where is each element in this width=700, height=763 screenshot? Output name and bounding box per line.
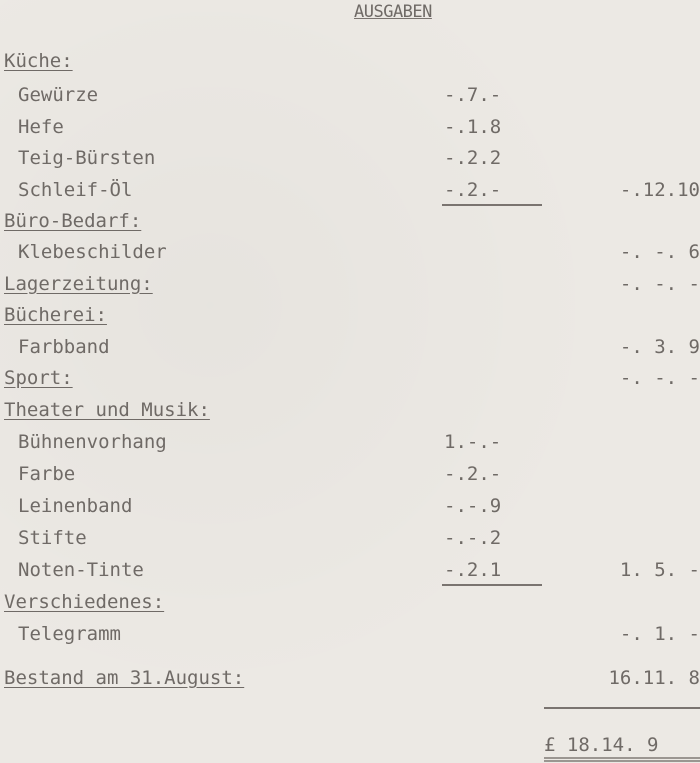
- total-double-underline-1: [544, 757, 700, 759]
- subtotal-verschiedenes: -. 1. -: [619, 623, 700, 645]
- item-gewuerze: Gewürze: [18, 84, 99, 106]
- amount-stifte: -.-.2: [444, 527, 502, 549]
- subtotal-sport: -. -. -: [619, 367, 700, 389]
- page-title: AUSGABEN: [354, 2, 432, 22]
- bestand-amount: 16.11. 8: [608, 667, 700, 689]
- item-stifte: Stifte: [18, 527, 87, 549]
- category-kueche: Küche:: [4, 50, 73, 72]
- item-farbe: Farbe: [18, 463, 76, 485]
- item-teig-buersten: Teig-Bürsten: [18, 147, 156, 169]
- item-schleif-oel: Schleif-Öl: [18, 179, 133, 201]
- amount-noten-tinte: -.2.1: [444, 559, 502, 581]
- subtotal-buero-bedarf: -. -. 6: [619, 241, 700, 263]
- item-buehnenvorhang: Bühnenvorhang: [18, 431, 167, 453]
- bestand-label: Bestand am 31.August:: [4, 667, 245, 689]
- amount-gewuerze: -.7.-: [444, 84, 502, 106]
- amount-leinenband: -.-.9: [444, 495, 502, 517]
- category-lagerzeitung: Lagerzeitung:: [4, 273, 153, 295]
- subtotal-kueche: -.12.10: [619, 179, 700, 201]
- subtotal-rule-kueche: [442, 204, 542, 206]
- item-leinenband: Leinenband: [18, 495, 133, 517]
- amount-buehnenvorhang: 1.-.-: [444, 431, 502, 453]
- category-buecherei: Bücherei:: [4, 304, 107, 326]
- amount-farbe: -.2.-: [444, 463, 502, 485]
- subtotal-theater-und-musik: 1. 5. -: [619, 559, 700, 581]
- item-telegramm: Telegramm: [18, 623, 121, 645]
- amount-teig-buersten: -.2.2: [444, 147, 502, 169]
- subtotal-lagerzeitung: -. -. -: [619, 273, 700, 295]
- category-verschiedenes: Verschiedenes:: [4, 591, 165, 613]
- total-rule: [544, 707, 700, 709]
- subtotal-buecherei: -. 3. 9: [619, 336, 700, 358]
- total-double-underline-2: [544, 760, 700, 762]
- item-farbband: Farbband: [18, 336, 110, 358]
- grand-total: £ 18.14. 9: [544, 734, 659, 756]
- item-klebeschilder: Klebeschilder: [18, 241, 167, 263]
- category-sport: Sport:: [4, 367, 73, 389]
- category-buero-bedarf: Büro-Bedarf:: [4, 210, 142, 232]
- item-hefe: Hefe: [18, 116, 64, 138]
- amount-hefe: -.1.8: [444, 116, 502, 138]
- amount-schleif-oel: -.2.-: [444, 179, 502, 201]
- subtotal-rule-theater: [442, 584, 542, 586]
- category-theater-und-musik: Theater und Musik:: [4, 399, 210, 421]
- item-noten-tinte: Noten-Tinte: [18, 559, 144, 581]
